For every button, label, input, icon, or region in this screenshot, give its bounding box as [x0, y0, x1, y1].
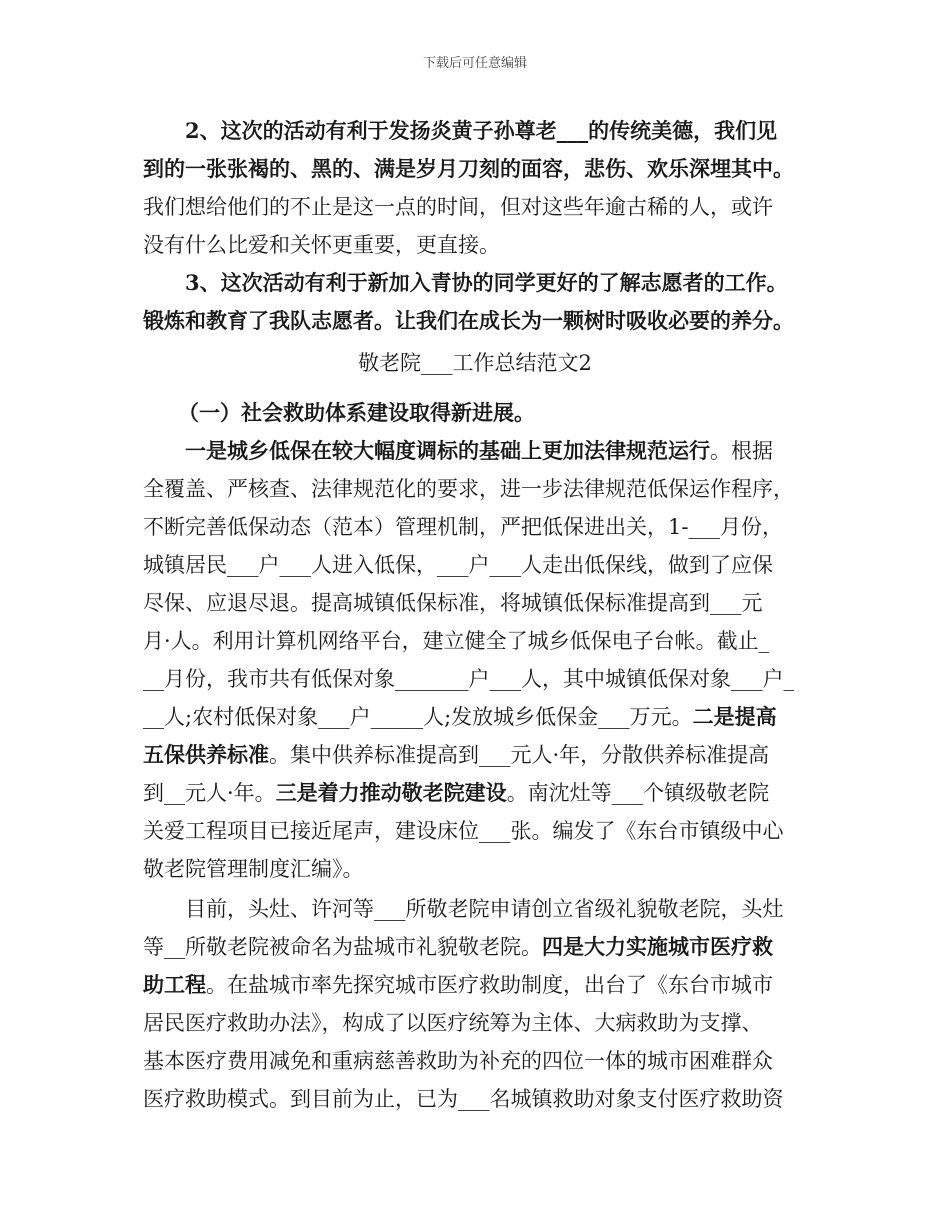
paragraph-line: [143, 736, 823, 774]
paragraph-line: [143, 698, 823, 736]
paragraph-line: 我们想给他们的不止是这一点的时间，但对这些年逾古稀的人，或许: [143, 195, 773, 219]
emphasis-text: 一是城乡低保在较大幅度调标的基础上更加法律规范运行: [185, 438, 710, 463]
emphasis-text: 二是提高: [692, 704, 777, 729]
body-text: 到__元人·年。: [143, 781, 276, 805]
paragraph-line: __月份，我市共有低保对象_______户___人，其中城镇低保对象___户_: [143, 667, 794, 691]
paragraph-line: 锻炼和教育了我队志愿者。让我们在成长为一颗树时吸收必要的养分。: [143, 308, 794, 333]
body-text: 。在盐城市率先探究城市医疗救助制度，出台了《东台市城市: [206, 973, 773, 997]
paragraph-line: [143, 774, 823, 812]
paragraph-line: 目前，头灶、许河等___所敬老院申请创立省级礼貌敬老院，头灶: [185, 897, 784, 921]
paragraph-line: 敬老院管理制度汇编》。: [143, 857, 364, 881]
emphasis-text: 四是大力实施城市医疗救: [542, 934, 773, 959]
paragraph-line: 关爱工程项目已接近尾声，建设床位___张。编发了《东台市镇级中心: [143, 819, 784, 843]
paragraph-line: 居民医疗救助办法》，构成了以医疗统筹为主体、大病救助为支撑、: [143, 1011, 763, 1035]
paragraph-line: 到的一张张褐的、黑的、满是岁月刀刻的面容，悲伤、欢乐深埋其中。: [143, 156, 794, 181]
paragraph-line: 2、这次的活动有利于发扬炎黄子孙尊老___的传统美德，我们见: [185, 118, 778, 143]
page-header: 下载后可任意编辑: [422, 56, 527, 71]
body-text: 。南沈灶等___个镇级敬老院: [506, 781, 770, 805]
paragraph-line: [143, 966, 823, 1004]
section-title: 敬老院___工作总结范文2: [358, 351, 592, 375]
paragraph-line: 没有什么比爱和关怀更重要，更直接。: [143, 233, 500, 257]
emphasis-text: 三是着力推动敬老院建设: [275, 780, 507, 805]
section-heading: （一）社会救助体系建设取得新进展。: [178, 400, 535, 425]
body-text: __人;农村低保对象___户_____人;发放城乡低保金___万元。: [143, 705, 693, 729]
paragraph-line: 基本医疗费用减免和重病慈善救助为补充的四位一体的城市困难群众: [143, 1049, 773, 1073]
paragraph-line: 不断完善低保动态（范本）管理机制，严把低保进出关，1-___月份，: [143, 515, 783, 539]
paragraph-line: 月·人。利用计算机网络平台，建立健全了城乡低保电子台帐。截止_: [143, 629, 770, 653]
paragraph-line: 医疗救助模式。到目前为止，已为___名城镇救助对象支付医疗救助资: [143, 1087, 784, 1111]
paragraph-line: [185, 432, 825, 470]
body-text: 等__所敬老院被命名为盐城市礼貌敬老院。: [143, 935, 542, 959]
paragraph-line: 尽保、应退尽退。提高城镇低保标准，将城镇低保标准提高到___元: [143, 591, 763, 615]
paragraph-line: [143, 928, 823, 966]
paragraph-line: 城镇居民___户___人进入低保，___户___人走出低保线，做到了应保: [143, 553, 773, 577]
emphasis-text: 五保供养标准: [143, 742, 269, 767]
emphasis-text: 助工程: [143, 972, 206, 997]
paragraph-line: 3、这次活动有利于新加入青协的同学更好的了解志愿者的工作。: [185, 270, 788, 295]
body-text: 。集中供养标准提高到___元人·年，分散供养标准提高: [269, 743, 770, 767]
body-text: 。根据: [710, 439, 773, 463]
paragraph-line: 全覆盖、严核查、法律规范化的要求，进一步法律规范低保运作程序，: [143, 477, 794, 501]
